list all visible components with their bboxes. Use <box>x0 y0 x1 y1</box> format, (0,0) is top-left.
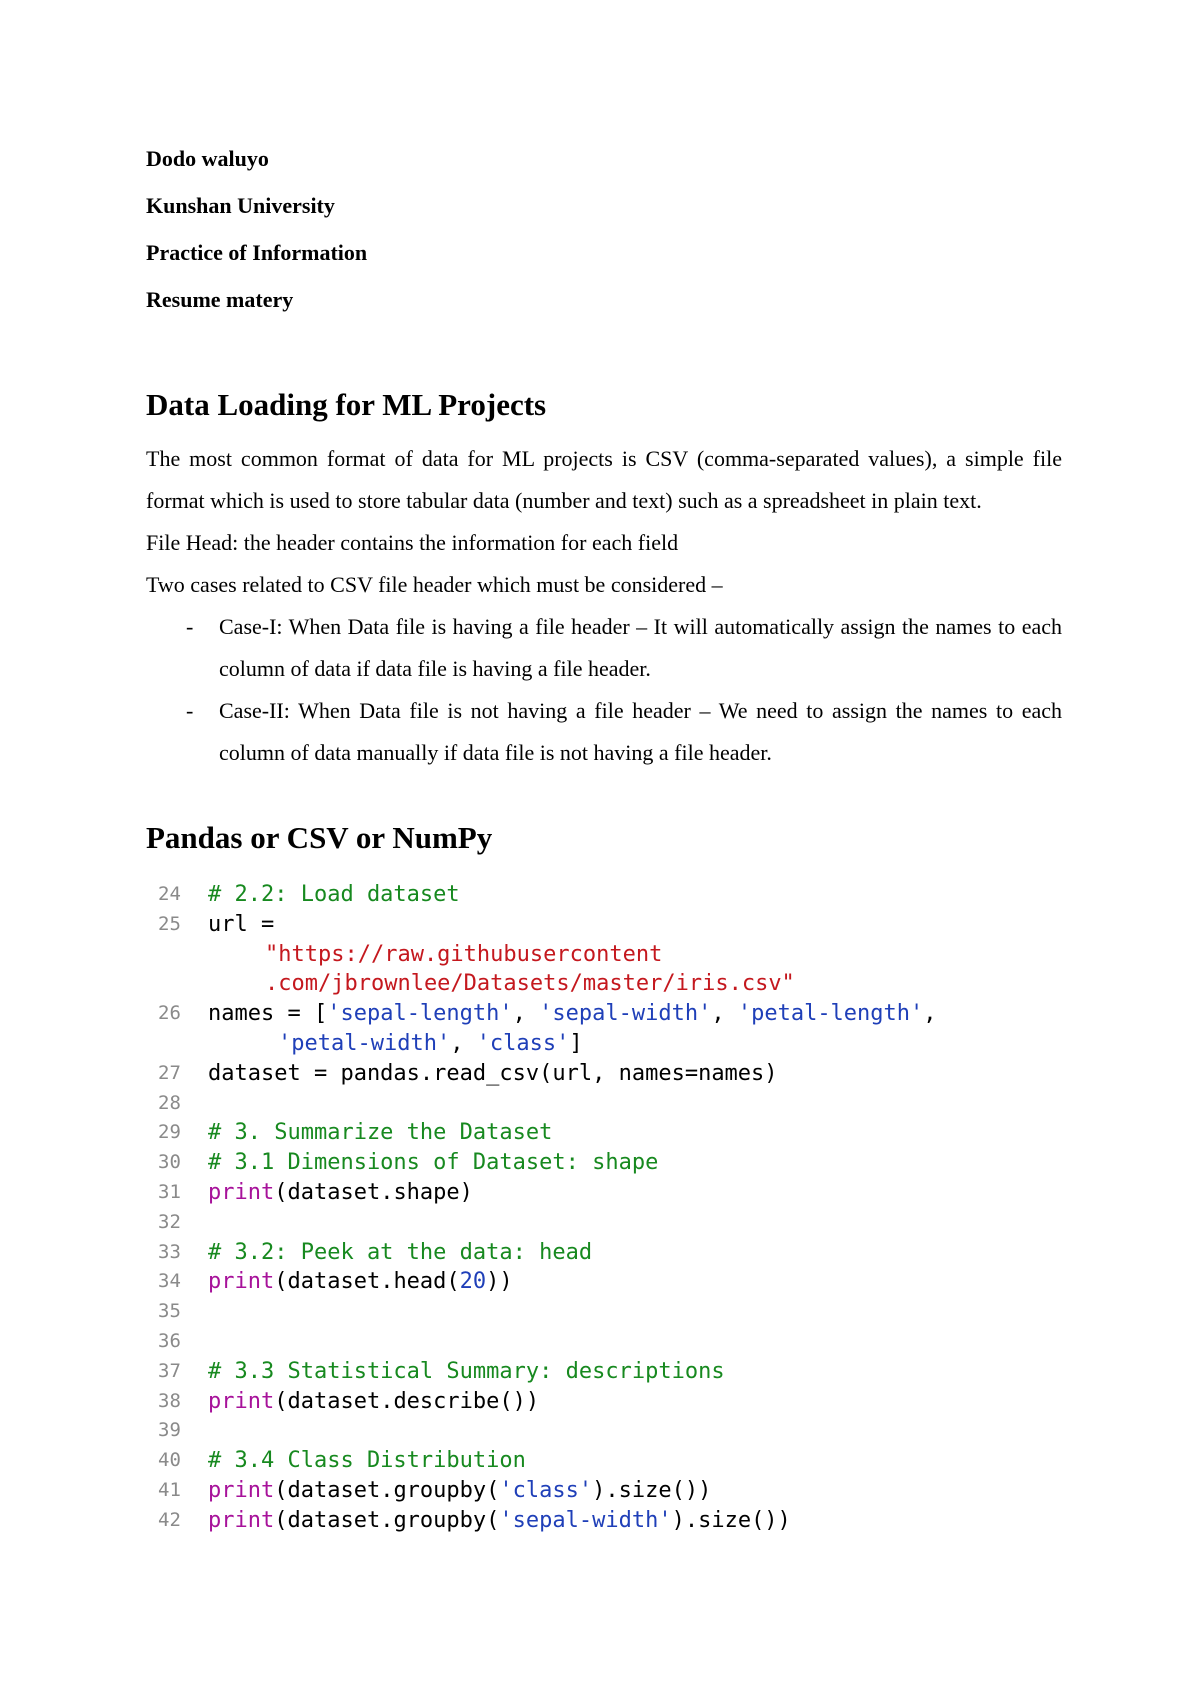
two-cases-line: Two cases related to CSV file header which must be considered – <box>146 572 723 597</box>
code-token: url = <box>208 911 275 937</box>
code-token: ).size()) <box>671 1507 791 1533</box>
code-text <box>208 1506 791 1536</box>
code-token: 'petal-length' <box>737 1001 924 1027</box>
code-line <box>158 1178 1058 1208</box>
code-line <box>158 1089 1058 1119</box>
code-token: # 3.4 Class Distribution <box>208 1448 526 1474</box>
code-token: .com/jbrownlee/Datasets/master/iris.csv" <box>265 971 795 997</box>
line-number: 29 <box>158 1121 181 1144</box>
code-token: , <box>923 1001 937 1027</box>
code-text <box>208 1148 658 1178</box>
section-body <box>146 438 1062 774</box>
code-text <box>208 880 460 910</box>
code-token: print <box>208 1507 275 1533</box>
line-number: 42 <box>158 1508 181 1531</box>
code-token: , <box>711 1001 738 1027</box>
code-token: print <box>208 1388 275 1414</box>
code-text <box>208 1357 725 1387</box>
code-token: 'sepal-width' <box>539 1001 712 1027</box>
code-token: (dataset.shape) <box>274 1179 473 1205</box>
list-item <box>146 606 1062 690</box>
code-token: # 3.3 Statistical Summary: descriptions <box>208 1358 725 1384</box>
line-number: 39 <box>158 1419 181 1442</box>
code-line <box>158 880 1058 910</box>
code-line <box>158 1446 1058 1476</box>
code-token: (dataset.head( <box>274 1269 460 1295</box>
line-number: 33 <box>158 1240 181 1263</box>
code-token: print <box>208 1179 275 1205</box>
code-token: names = [ <box>208 1001 328 1027</box>
line-number: 34 <box>158 1270 181 1293</box>
line-number: 35 <box>158 1300 181 1323</box>
code-text <box>265 940 662 970</box>
case-one-text: Case-I: When Data file is having a file header – It will automatically assign the names to each column of data if data file is having a file header. <box>219 614 1062 681</box>
line-number: 37 <box>158 1359 181 1382</box>
line-number: 30 <box>158 1151 181 1174</box>
code-line <box>158 999 1058 1029</box>
code-token: dataset = pandas.read_csv(url, names=names) <box>208 1060 778 1086</box>
code-line <box>158 1148 1058 1178</box>
code-line <box>158 1297 1058 1327</box>
code-text <box>208 999 937 1029</box>
code-text <box>208 1178 473 1208</box>
code-token: 'petal-width' <box>278 1030 451 1056</box>
code-line <box>158 969 1058 999</box>
university-name: Kunshan University <box>146 193 335 218</box>
code-line <box>158 1387 1058 1417</box>
course-name: Practice of Information <box>146 240 368 265</box>
code-token: # 2.2: Load dataset <box>208 882 460 907</box>
line-number: 27 <box>158 1061 181 1084</box>
file-head-line: File Head: the header contains the information for each field <box>146 530 679 555</box>
code-line <box>158 1208 1058 1238</box>
subject-line: Resume matery <box>146 287 294 312</box>
line-number: 25 <box>158 912 181 935</box>
case-two-text: Case-II: When Data file is not having a file header – We need to assign the names to each column of data manually if data file is not having a file header. <box>219 698 1062 765</box>
code-text <box>278 1029 583 1059</box>
code-token: 'class' <box>499 1477 593 1503</box>
line-number: 41 <box>158 1478 181 1501</box>
code-block <box>158 880 1058 1536</box>
code-line <box>158 1327 1058 1357</box>
code-line <box>158 1029 1058 1059</box>
code-token: )) <box>486 1269 513 1295</box>
code-token: print <box>208 1477 275 1503</box>
code-token: (dataset.groupby( <box>274 1507 500 1533</box>
line-number: 28 <box>158 1091 181 1114</box>
code-token: "https://raw.githubusercontent <box>265 941 663 967</box>
bullet-marker: - <box>186 614 194 639</box>
line-number: 24 <box>158 883 181 905</box>
bullet-marker: - <box>186 698 194 723</box>
code-token: 20 <box>459 1269 487 1295</box>
code-line <box>158 1238 1058 1268</box>
code-text <box>208 1118 552 1148</box>
code-line <box>158 940 1058 970</box>
code-line <box>158 1118 1058 1148</box>
line-number: 38 <box>158 1389 181 1412</box>
code-text <box>208 1476 711 1506</box>
code-token: # 3.1 Dimensions of Dataset: shape <box>208 1150 659 1176</box>
code-text <box>208 1446 526 1476</box>
code-token: , <box>450 1030 477 1056</box>
code-text <box>208 910 274 940</box>
code-line <box>158 1357 1058 1387</box>
code-line <box>158 1476 1058 1506</box>
code-line <box>158 1506 1058 1536</box>
code-line <box>158 910 1058 940</box>
line-number: 40 <box>158 1449 181 1472</box>
code-text <box>208 1059 778 1089</box>
code-token: # 3. Summarize the Dataset <box>208 1120 553 1146</box>
code-text <box>208 1267 513 1297</box>
code-token: # 3.2: Peek at the data: head <box>208 1239 593 1265</box>
code-text <box>208 1238 592 1268</box>
code-text <box>208 1387 539 1417</box>
code-token: print <box>208 1269 275 1295</box>
code-token: (dataset.describe()) <box>274 1388 540 1414</box>
list-item <box>146 690 1062 774</box>
line-number: 32 <box>158 1210 181 1233</box>
code-token: 'sepal-length' <box>327 1001 513 1027</box>
code-token: 'sepal-width' <box>499 1507 672 1533</box>
code-token: 'class' <box>476 1030 570 1056</box>
code-line <box>158 1059 1058 1089</box>
code-token: ] <box>569 1030 583 1056</box>
code-line <box>158 1267 1058 1297</box>
code-text <box>265 969 795 999</box>
code-token: ).size()) <box>592 1477 712 1503</box>
line-number: 36 <box>158 1329 181 1352</box>
line-number: 26 <box>158 1002 181 1025</box>
author-name: Dodo waluyo <box>146 146 269 171</box>
code-line <box>158 1416 1058 1446</box>
section-heading-pandas: Pandas or CSV or NumPy <box>146 820 493 855</box>
section-heading-data-loading: Data Loading for ML Projects <box>146 387 547 422</box>
line-number: 31 <box>158 1180 181 1203</box>
code-token: , <box>512 1001 540 1027</box>
code-token: (dataset.groupby( <box>274 1477 500 1503</box>
intro-paragraph: The most common format of data for ML projects is CSV (comma-separated values), a simple file format which is used to store tabular data (number and text) such as a spreadsheet in plain text. <box>146 446 1062 513</box>
